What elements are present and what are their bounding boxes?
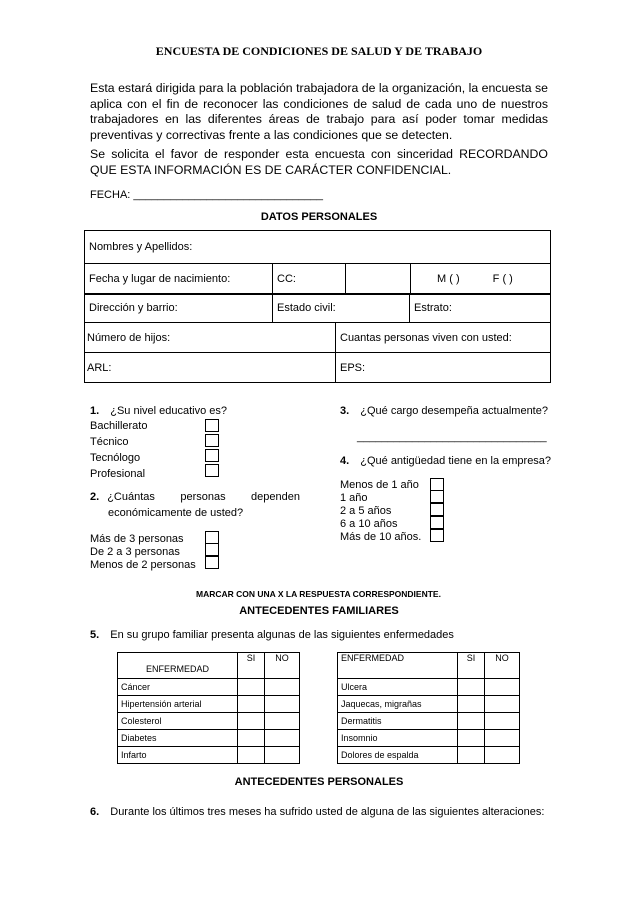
enf-header-left: ENFERMEDAD <box>118 653 238 679</box>
enf-left-no-checkbox[interactable] <box>265 713 300 730</box>
enfermedades-table-left <box>117 652 300 764</box>
enf-header-si-right: SI <box>458 653 485 679</box>
marcar-instruction: MARCAR CON UNA X LA RESPUESTA CORRESPONDIENTE. <box>196 589 441 599</box>
enf-right-row: Dolores de espalda <box>338 747 458 764</box>
q3 <box>340 403 548 419</box>
fecha-lugar-cell[interactable]: Fecha y lugar de nacimiento: <box>85 264 273 295</box>
nombres-cell[interactable]: Nombres y Apellidos: <box>85 231 551 264</box>
q3-number: 3. <box>340 405 350 417</box>
datos-personales-table <box>84 230 551 295</box>
q4-option-1: Menos de 1 año <box>340 479 419 491</box>
datos-personales-heading: DATOS PERSONALES <box>260 211 378 223</box>
enf-left-si-checkbox[interactable] <box>238 679 265 696</box>
q1-checkbox-profesional[interactable] <box>205 464 219 477</box>
enfermedades-table-right <box>337 652 520 764</box>
q2-checkbox-3[interactable] <box>205 556 219 569</box>
personas-cell[interactable]: Cuantas personas viven con usted: <box>336 323 551 353</box>
q5-text: En su grupo familiar presenta algunas de las siguientes enfermedades <box>110 629 454 641</box>
enf-left-row: Colesterol <box>118 713 238 730</box>
q1-number: 1. <box>90 405 100 417</box>
enf-left-row: Diabetes <box>118 730 238 747</box>
enf-left-si-checkbox[interactable] <box>238 696 265 713</box>
q2-text: económicamente de usted? <box>108 507 244 519</box>
q4-checkbox-3[interactable] <box>430 503 444 516</box>
enf-right-si-checkbox[interactable] <box>458 747 485 764</box>
q4-options <box>340 479 421 544</box>
enf-right-no-checkbox[interactable] <box>485 730 520 747</box>
q4-number: 4. <box>340 455 350 467</box>
enf-right-si-checkbox[interactable] <box>458 730 485 747</box>
enf-left-no-checkbox[interactable] <box>265 679 300 696</box>
enf-left-row: Hipertensión arterial <box>118 696 238 713</box>
q1-checkbox-bachillerato[interactable] <box>205 419 219 432</box>
enf-header-no-left: NO <box>265 653 300 679</box>
q1-checkbox-tecnico[interactable] <box>205 434 219 447</box>
q1-option-tecnologo: Tecnólogo <box>90 452 141 464</box>
q4-option-2: 1 año <box>340 492 368 504</box>
estrato-cell[interactable]: Estrato: <box>410 294 551 323</box>
q2-options <box>90 533 196 572</box>
estado-civil-cell[interactable]: Estado civil: <box>273 294 410 323</box>
enf-left-si-checkbox[interactable] <box>238 713 265 730</box>
q4-checkbox-2[interactable] <box>430 490 444 503</box>
enf-left-row: Infarto <box>118 747 238 764</box>
arl-cell[interactable]: ARL: <box>85 353 336 383</box>
q3-text: ¿Qué cargo desempeña actualmente? <box>360 405 548 417</box>
enf-right-no-checkbox[interactable] <box>485 696 520 713</box>
q6 <box>90 804 544 820</box>
enf-header-si-left: SI <box>238 653 265 679</box>
enf-right-row: Ulcera <box>338 679 458 696</box>
q4 <box>340 453 551 469</box>
q4-option-4: 6 a 10 años <box>340 518 398 530</box>
enf-right-row: Insomnio <box>338 730 458 747</box>
q1 <box>90 403 227 419</box>
enf-left-row: Cáncer <box>118 679 238 696</box>
hijos-table <box>84 322 551 383</box>
q2-option-1: Más de 3 personas <box>90 533 184 545</box>
q4-option-5: Más de 10 años. <box>340 531 422 543</box>
q2-option-3: Menos de 2 personas <box>90 559 196 571</box>
enf-right-no-checkbox[interactable] <box>485 747 520 764</box>
antecedentes-familiares-heading: ANTECEDENTES FAMILIARES <box>239 605 399 617</box>
q6-text: Durante los últimos tres meses ha sufrido usted de alguna de las siguientes alteraciones: <box>110 806 545 818</box>
q6-number: 6. <box>90 806 100 818</box>
q2-number: 2. <box>90 491 100 503</box>
q1-option-tecnico: Técnico <box>90 436 129 448</box>
q1-checkbox-tecnologo[interactable] <box>205 449 219 462</box>
sexo-f[interactable]: F ( ) <box>492 273 513 285</box>
cc-cell[interactable]: CC: <box>273 264 346 295</box>
direccion-table <box>84 293 551 323</box>
q2-checkbox-2[interactable] <box>205 543 219 556</box>
q4-checkbox-4[interactable] <box>430 516 444 529</box>
q2-option-2: De 2 a 3 personas <box>90 546 180 558</box>
q1-options <box>90 420 147 481</box>
q4-checkbox-5[interactable] <box>430 529 444 542</box>
enf-left-no-checkbox[interactable] <box>265 696 300 713</box>
direccion-cell[interactable]: Dirección y barrio: <box>85 294 273 323</box>
enf-left-si-checkbox[interactable] <box>238 730 265 747</box>
enf-right-si-checkbox[interactable] <box>458 713 485 730</box>
eps-cell[interactable]: EPS: <box>336 353 551 383</box>
sexo-m[interactable]: M ( ) <box>437 273 460 285</box>
antecedentes-personales-heading: ANTECEDENTES PERSONALES <box>234 776 404 788</box>
document-title: ENCUESTA DE CONDICIONES DE SALUD Y DE TRABAJO <box>155 44 483 58</box>
request-paragraph: Se solicita el favor de responder esta encuesta con sinceridad RECORDANDO QUE ESTA INFORMACIÓN ES DE CARÁCTER CONFIDENCIAL. <box>90 147 548 177</box>
q4-text: ¿Qué antigüedad tiene en la empresa? <box>360 455 552 467</box>
enf-right-no-checkbox[interactable] <box>485 679 520 696</box>
q5 <box>90 627 454 643</box>
enf-right-si-checkbox[interactable] <box>458 696 485 713</box>
q3-answer-line[interactable]: _______________________________ <box>357 431 547 443</box>
q4-option-3: 2 a 5 años <box>340 505 392 517</box>
enf-right-row: Dermatitis <box>338 713 458 730</box>
intro-paragraph: Esta estará dirigida para la población trabajadora de la organización, la encuesta se aplica con el fin de reconocer las condiciones de salud de cada uno de nuestros trabajadores en las diferentes áreas de trabajo para así poder tomar medidas preventivas y correctivas frente a las condiciones que se detecten. <box>90 81 548 142</box>
enf-right-row: Jaquecas, migrañas <box>338 696 458 713</box>
enf-left-no-checkbox[interactable] <box>265 747 300 764</box>
enf-header-no-right: NO <box>485 653 520 679</box>
enf-left-si-checkbox[interactable] <box>238 747 265 764</box>
q1-option-bachillerato: Bachillerato <box>90 420 148 432</box>
enf-left-no-checkbox[interactable] <box>265 730 300 747</box>
hijos-cell[interactable]: Número de hijos: <box>85 323 336 353</box>
q1-text: ¿Su nivel educativo es? <box>110 405 228 417</box>
q5-number: 5. <box>90 629 100 641</box>
enf-header-right: ENFERMEDAD <box>338 653 458 679</box>
enf-right-si-checkbox[interactable] <box>458 679 485 696</box>
sexo-cell[interactable] <box>411 264 551 295</box>
q1-option-profesional: Profesional <box>90 468 146 480</box>
fecha-field[interactable]: FECHA: _______________________________ <box>90 189 324 201</box>
enf-right-no-checkbox[interactable] <box>485 713 520 730</box>
q2: 2. ¿Cuántas personas dependen económicamente de usted? <box>90 491 300 519</box>
